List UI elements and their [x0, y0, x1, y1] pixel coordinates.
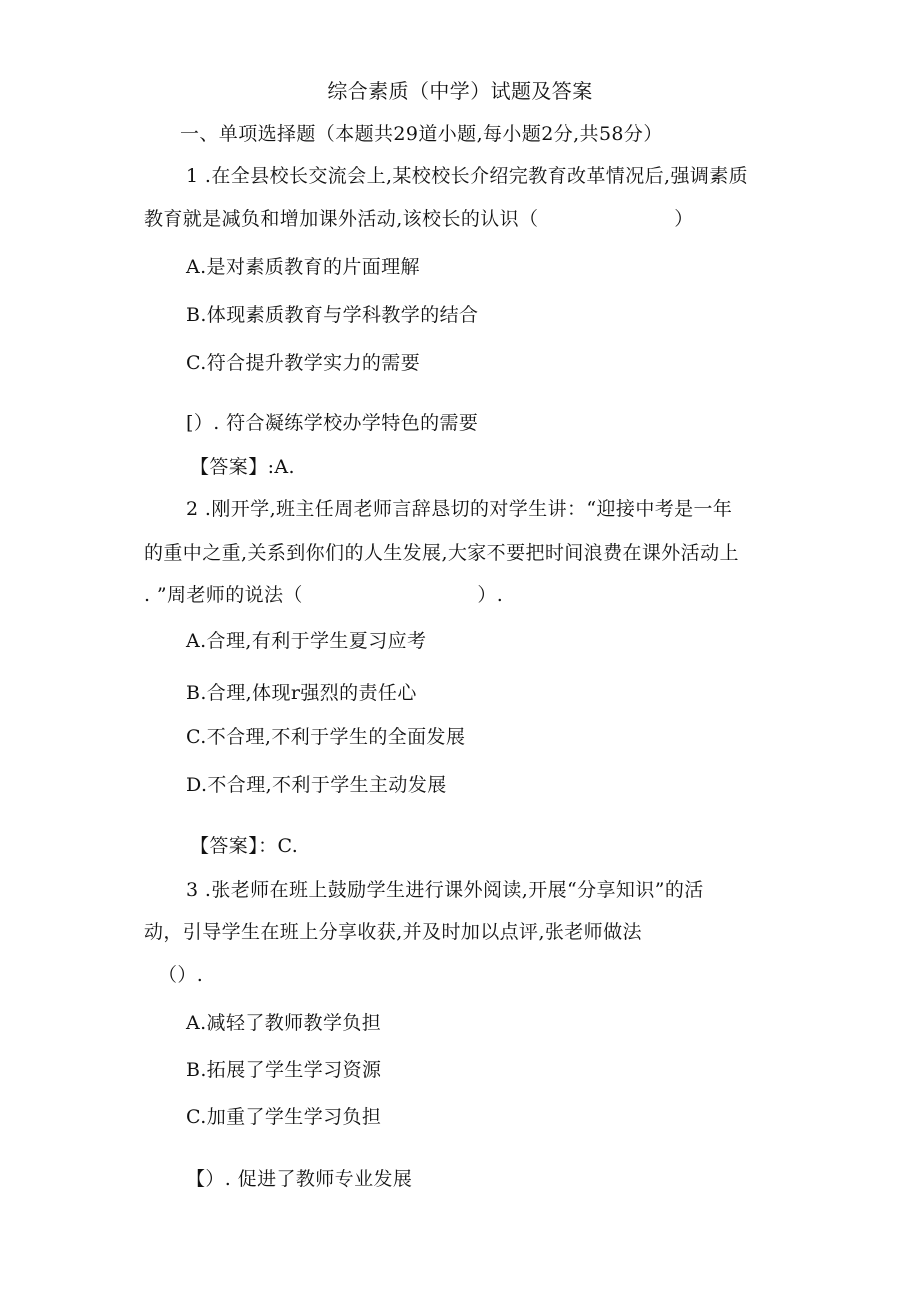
question-2-stem-line-2: 的重中之重,关系到你们的人生发展,大家不要把时间浪费在课外活动上 [144, 542, 739, 564]
question-3-stem-line-2: 动，引导学生在班上分享收获,并及时加以点评,张老师做法 [144, 921, 642, 943]
question-1-option-d: [）. 符合凝练学校办学特色的需要 [186, 412, 479, 434]
question-3-option-b: B.拓展了学生学习资源 [186, 1059, 382, 1081]
question-1-stem-line-2: 教育就是减负和增加课外活动,该校长的认识（ ） [144, 208, 694, 230]
question-2-stem-line-3: . ”周老师的说法（ ）. [144, 584, 504, 606]
question-3-stem-line-1: 3 .张老师在班上鼓励学生进行课外阅读,开展“分享知识”的活 [186, 879, 704, 901]
question-1-stem-line-1: 1 .在全县校长交流会上,某校校长介绍完教育改革情况后,强调素质 [186, 165, 749, 187]
question-3-stem-line-3: （）. [158, 964, 204, 986]
question-1-answer: 【答案】:A. [190, 456, 295, 478]
section-heading: 一、单项选择题（本题共29道小题,每小题2分,共58分） [180, 123, 663, 145]
question-3-option-d: 【）. 促进了教师专业发展 [186, 1168, 413, 1190]
question-2-answer: 【答案】：C. [190, 835, 299, 857]
page-title: 综合素质（中学）试题及答案 [327, 79, 593, 103]
question-1-option-c: C.符合提升教学实力的需要 [186, 352, 421, 374]
question-2-option-a: A.合理,有利于学生夏习应考 [186, 630, 427, 652]
question-2-stem-line-1: 2 .刚开学,班主任周老师言辞恳切的对学生讲：“迎接中考是一年 [186, 498, 733, 520]
question-3-option-c: C.加重了学生学习负担 [186, 1106, 382, 1128]
question-2-option-b: B.合理,体现r强烈的责任心 [186, 682, 417, 704]
question-1-option-a: A.是对素质教育的片面理解 [186, 256, 420, 278]
question-1-option-b: B.体现素质教育与学科教学的结合 [186, 304, 479, 326]
question-3-option-a: A.减轻了教师教学负担 [186, 1012, 382, 1034]
question-2-option-d: D.不合理,不利于学生主动发展 [186, 774, 447, 796]
question-2-option-c: C.不合理,不利于学生的全面发展 [186, 726, 466, 748]
